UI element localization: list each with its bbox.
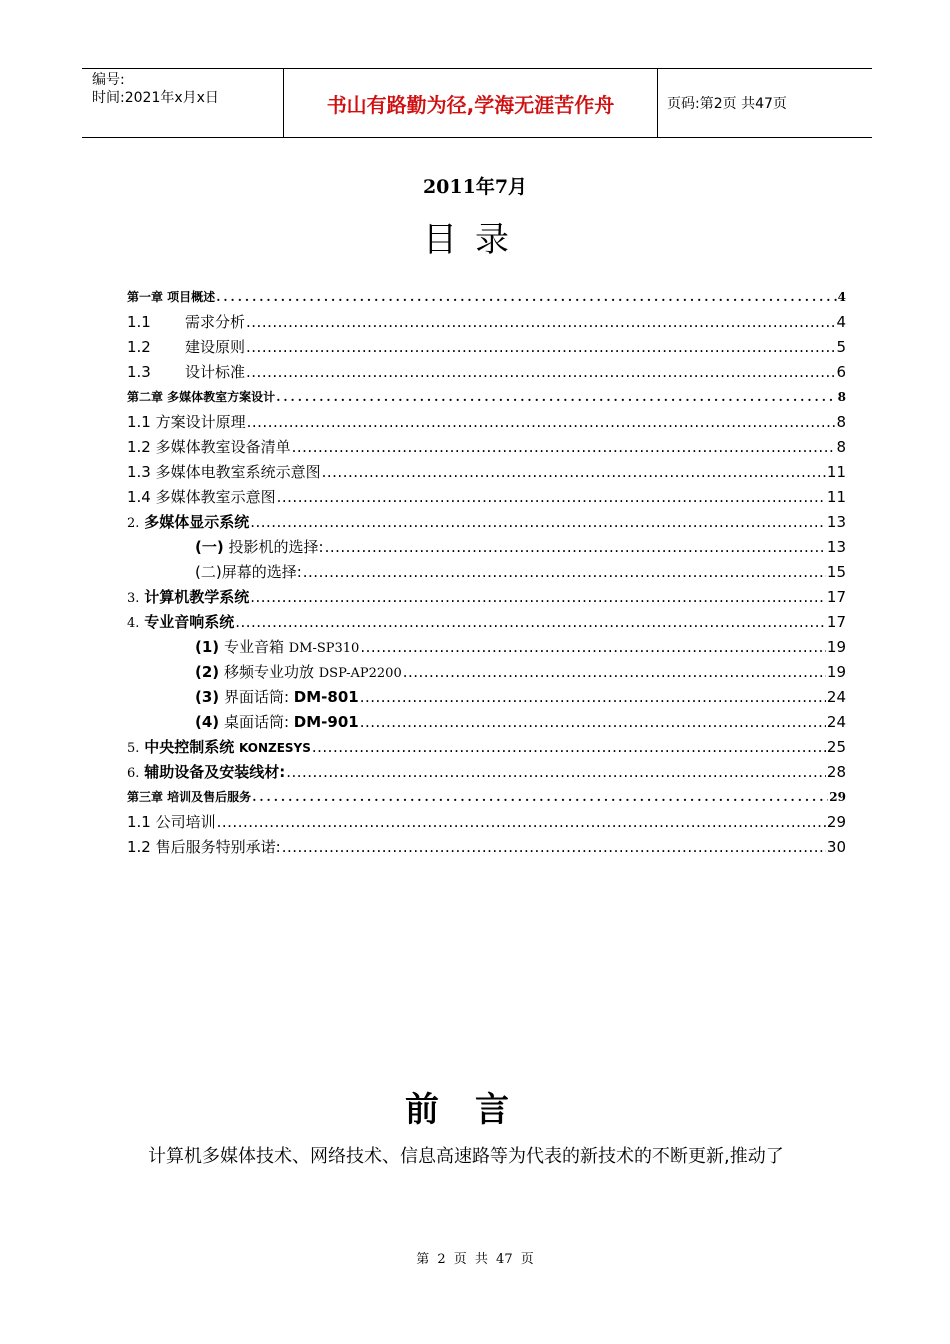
toc-entry[interactable]: [127, 810, 846, 835]
toc-entry-page: 24: [826, 688, 846, 706]
document-date: 2011年7月: [422, 176, 528, 198]
toc-entry-number: (3): [195, 688, 220, 706]
toc-chapter-3[interactable]: [127, 785, 846, 810]
toc-entry-page: 17: [826, 613, 846, 631]
toc-entry-label: 桌面话筒:: [223, 713, 289, 731]
toc-entry-number: 5.: [127, 741, 140, 756]
toc-entry-number: (一): [195, 538, 224, 556]
toc-entry[interactable]: [127, 360, 846, 385]
toc-entry-page: 5: [836, 338, 846, 356]
toc-entry-label: 辅助设备及安装线材:: [144, 763, 286, 781]
toc-entry[interactable]: [127, 310, 846, 335]
toc-entry-page: 24: [826, 713, 846, 731]
toc-entry-number: (2): [195, 663, 220, 681]
toc-entry-page: 8: [837, 390, 846, 404]
toc-entry[interactable]: [127, 735, 846, 760]
toc-entry-model: DM-SP310: [288, 641, 360, 656]
toc-entry-page: 13: [826, 538, 846, 556]
toc-entry-number: 2.: [127, 516, 140, 531]
toc-entry-label: 1.3 多媒体电教室系统示意图: [127, 463, 321, 481]
toc-chapter-1[interactable]: [127, 285, 846, 310]
toc-entry-label: 第三章 培训及售后服务: [127, 790, 252, 804]
toc-entry-label: 中央控制系统: [144, 738, 235, 756]
toc-entry-label: 计算机教学系统: [144, 588, 250, 606]
toc-entry[interactable]: [127, 685, 846, 710]
toc-entry-page: 4: [837, 290, 846, 304]
toc-entry-page: 11: [826, 463, 846, 481]
toc-entry-page: 30: [826, 838, 846, 856]
page-info: 页码:第2页 共47页: [667, 96, 787, 112]
toc-entry-number: 3.: [127, 591, 140, 606]
toc-entry-page: 19: [826, 638, 846, 656]
time-label: 时间:2021年x月x日: [92, 90, 219, 106]
toc-entry-number: (4): [195, 713, 220, 731]
toc-entry[interactable]: [127, 635, 846, 660]
toc-entry-model: KONZESYS: [238, 741, 311, 755]
toc-entry-number: (1): [195, 638, 220, 656]
toc-entry-page: 13: [826, 513, 846, 531]
toc-entry[interactable]: [127, 335, 846, 360]
toc-entry-page: 17: [826, 588, 846, 606]
toc-entry[interactable]: [127, 510, 846, 535]
toc-entry-number: 1.2: [127, 338, 151, 356]
page-footer: 第 2 页 共 47 页: [416, 1252, 534, 1267]
toc-entry-label: 专业音响系统: [144, 613, 235, 631]
toc-entry[interactable]: [127, 585, 846, 610]
toc-entry[interactable]: [127, 560, 846, 585]
toc-entry-label: 专业音箱: [223, 638, 284, 656]
toc-entry-page: 25: [826, 738, 846, 756]
toc-entry-number: 1.3: [127, 363, 151, 381]
toc-entry-label: 设计标准: [185, 363, 246, 381]
toc-entry-label: 界面话筒:: [223, 688, 289, 706]
toc-entry-number: 4.: [127, 616, 140, 631]
toc-entry-page: 6: [836, 363, 846, 381]
toc-entry-label: (二)屏幕的选择:: [195, 563, 302, 581]
preface-text: 计算机多媒体技术、网络技术、信息高速路等为代表的新技术的不断更新,推动了: [148, 1146, 784, 1167]
toc-entry-page: 28: [826, 763, 846, 781]
toc-entry-page: 15: [826, 563, 846, 581]
header-left-cell: [82, 69, 284, 137]
toc-entry[interactable]: [127, 410, 846, 435]
toc-entry[interactable]: [127, 610, 846, 635]
toc-entry[interactable]: [127, 660, 846, 685]
toc-entry-model: DM-801: [293, 688, 359, 706]
toc-entry-page: 8: [836, 413, 846, 431]
toc-title: 目录: [423, 220, 527, 260]
toc-entry[interactable]: [127, 485, 846, 510]
toc-entry-label: 1.2 售后服务特别承诺:: [127, 838, 281, 856]
toc-entry-label: 移频专业功放: [223, 663, 314, 681]
toc-entry-model: DM-901: [293, 713, 359, 731]
toc-entry-number: 6.: [127, 766, 140, 781]
toc-entry-page: 11: [826, 488, 846, 506]
toc-entry[interactable]: [127, 435, 846, 460]
toc-entry-label: 第二章 多媒体教室方案设计: [127, 390, 276, 404]
toc-entry-number: 1.1: [127, 313, 151, 331]
toc-entry-label: 需求分析: [185, 313, 246, 331]
toc-entry[interactable]: [127, 460, 846, 485]
toc-entry-model: DSP-AP2200: [318, 666, 402, 681]
toc-entry-page: 19: [826, 663, 846, 681]
toc-entry[interactable]: [127, 835, 846, 860]
motto: 书山有路勤为径,学海无涯苦作舟: [284, 69, 658, 137]
toc-entry-label: 第一章 项目概述: [127, 290, 216, 304]
toc-entry[interactable]: [127, 760, 846, 785]
toc-entry-page: 29: [829, 790, 846, 804]
toc-entry-label: 建设原则: [185, 338, 246, 356]
toc-entry-page: 8: [836, 438, 846, 456]
toc-entry-label: 1.1 公司培训: [127, 813, 216, 831]
toc-entry[interactable]: [127, 710, 846, 735]
header-table: [82, 68, 872, 138]
toc-entry-label: 1.1 方案设计原理: [127, 413, 246, 431]
table-of-contents: [127, 285, 846, 860]
toc-entry[interactable]: [127, 535, 846, 560]
toc-chapter-2[interactable]: [127, 385, 846, 410]
toc-entry-label: 1.2 多媒体教室设备清单: [127, 438, 291, 456]
toc-entry-label: 1.4 多媒体教室示意图: [127, 488, 276, 506]
toc-entry-label: 投影机的选择:: [228, 538, 324, 556]
toc-entry-page: 4: [836, 313, 846, 331]
toc-entry-label: 多媒体显示系统: [144, 513, 250, 531]
number-label: 编号:: [92, 72, 125, 88]
preface-title: 前言: [405, 1090, 545, 1130]
toc-entry-page: 29: [826, 813, 846, 831]
